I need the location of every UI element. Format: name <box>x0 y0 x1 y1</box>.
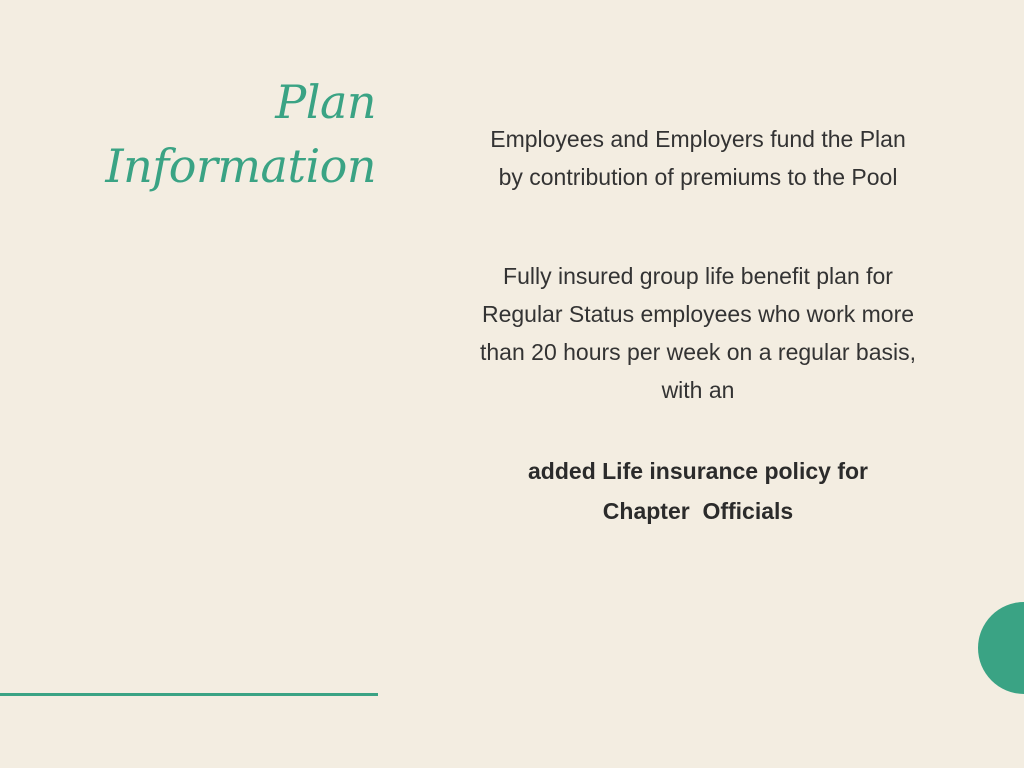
paragraph-benefit-line-4: with an <box>661 377 735 403</box>
paragraph-benefit-plan <box>438 257 958 409</box>
title-line-1: Plan <box>275 75 376 129</box>
paragraph-officials-line-1: added Life insurance policy for <box>528 458 868 484</box>
slide-title <box>105 70 376 198</box>
paragraph-officials-line-2: Chapter Officials <box>602 498 794 524</box>
accent-circle-decoration <box>978 602 1024 694</box>
paragraph-benefit-line-2: Regular Status employees who work more <box>481 301 915 327</box>
paragraph-funding-line-2: by contribution of premiums to the Pool <box>498 164 898 190</box>
paragraph-benefit-line-1: Fully insured group life benefit plan for <box>503 263 893 289</box>
paragraph-benefit-line-3: than 20 hours per week on a regular basis, <box>480 339 916 365</box>
accent-divider-line <box>0 693 378 696</box>
title-line-2: Information <box>105 139 376 193</box>
paragraph-officials-policy <box>438 451 958 531</box>
paragraph-funding <box>438 120 958 196</box>
paragraph-funding-line-1: Employees and Employers fund the Plan <box>490 126 906 152</box>
